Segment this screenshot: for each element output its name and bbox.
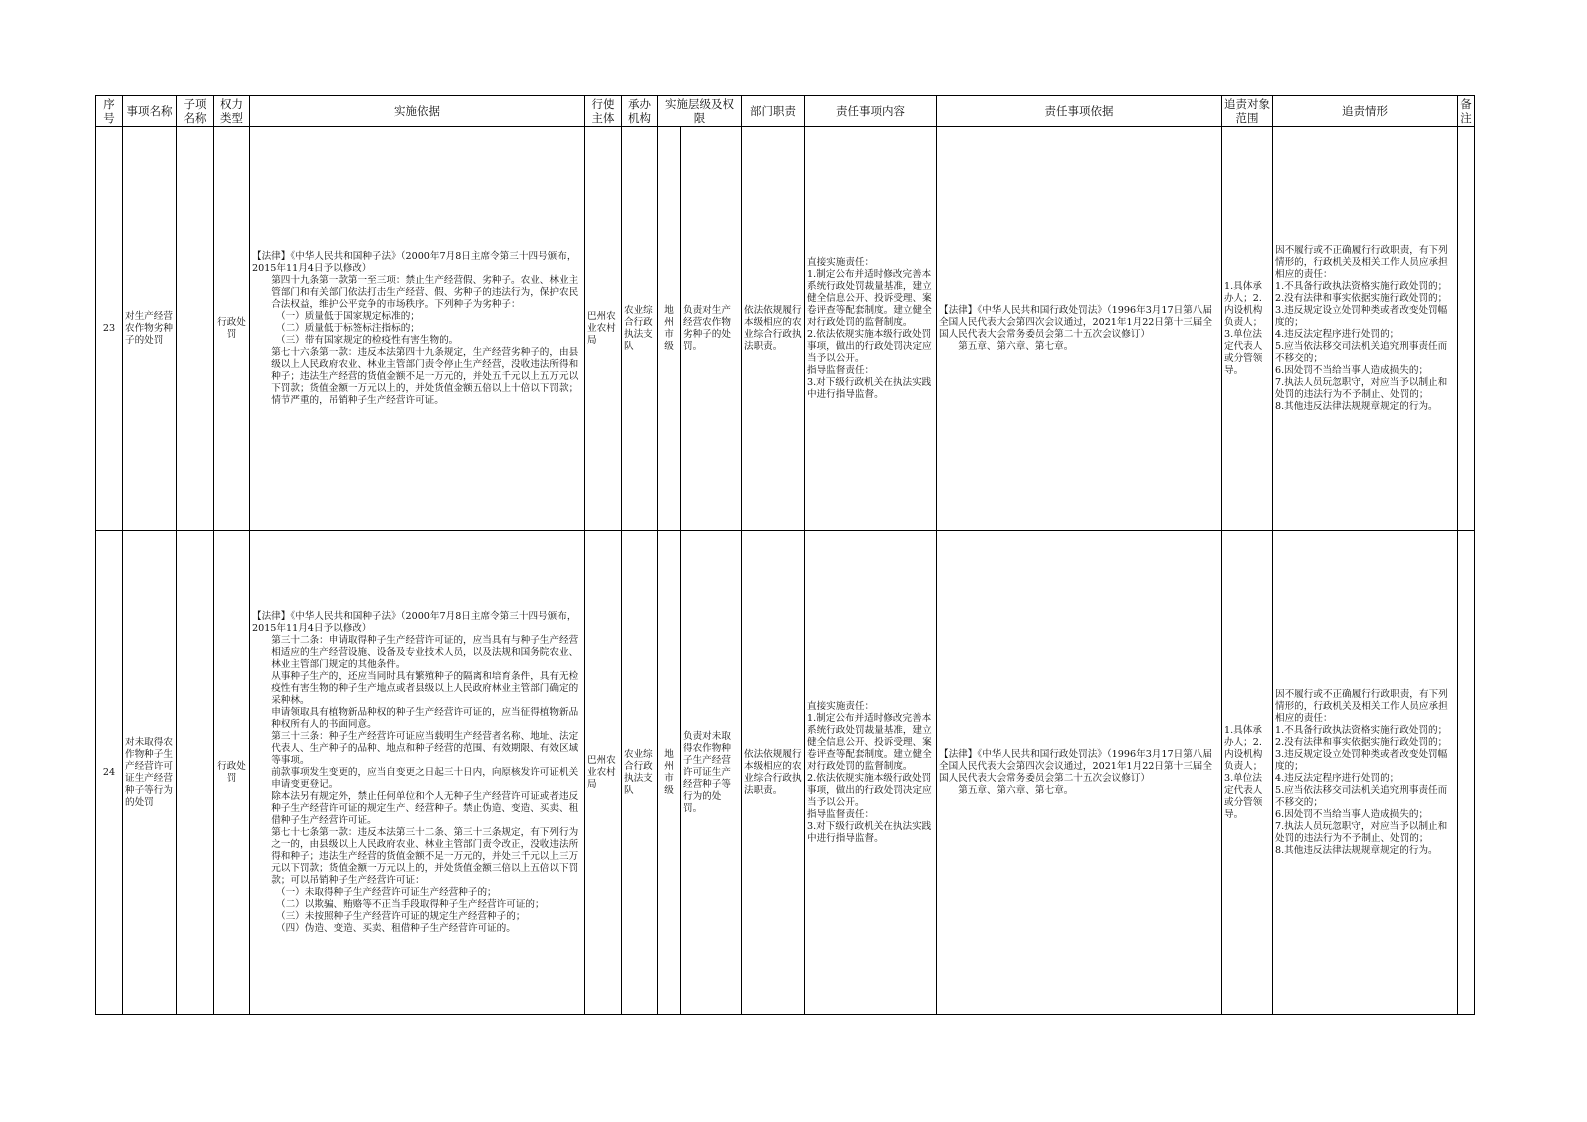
situation-line: 8.其他违反法律法规规章规定的行为。 [1275,400,1438,412]
resp-content-line: 1.制定公布并适时修改完善本系统行政处罚裁量基准，建立健全信息公开、投诉受理、案卷评查等配套制度。建立健全对行政处罚的监督制度。 [807,712,932,772]
basis-paragraph: （一）质量低于国家规定标准的； [276,310,420,322]
basis-paragraph: 第四十九条第一款第一至三项：禁止生产经营假、劣种子。农业、林业主管部门和有关部门依法打击生产经营、假、劣种子的违法行为，保护农民合法权益，维护公平竞争的市场秩序。下列种子为劣种子： [271,274,579,310]
resp-content-line: 2.依法依规实施本级行政处罚事项，做出的行政处罚决定应当予以公开。 [807,772,932,808]
situation-line: 因不履行或不正确履行行政职责，有下列情形的，行政机关及相关工作人员应承担相应的责任： [1275,688,1448,724]
header-row [96,96,1475,127]
cell-item-name: 对生产经营农作物劣种子的处罚 [123,127,177,531]
cell-resp-content [805,531,937,1015]
cell-situation [1273,531,1458,1015]
resp-content-line: 指导监督责任： [807,808,875,820]
header-subject: 行使主体 [585,96,622,127]
resp-basis-paragraph: 第五章、第六章、第七章。 [958,784,1074,796]
situation-line: 1.不具备行政执法资格实施行政处罚的； [1275,280,1448,292]
situation-line: 因不履行或不正确履行行政职责，有下列情形的，行政机关及相关工作人员应承担相应的责任： [1275,244,1448,280]
cell-agency: 农业综合行政执法支队 [622,531,658,1015]
situation-line: 7.执法人员玩忽职守，对应当予以制止和处罚的违法行为不予制止、处罚的； [1275,376,1448,400]
resp-content-line: 直接实施责任： [807,256,875,268]
resp-content-line: 直接实施责任： [807,700,875,712]
situation-line: 4.违反法定程序进行处罚的； [1275,328,1400,340]
basis-paragraph: 【法律】《中华人民共和国种子法》（2000年7月8日主席令第三十四号颁布，2015年11月4日予以修改） [252,250,577,274]
cell-scope: 1.具体承办人；2.内设机构负责人；3.单位法定代表人或分管领导。 [1222,127,1273,531]
header-power-type: 权力类型 [214,96,250,127]
situation-line: 2.没有法律和事实依据实施行政处罚的； [1275,736,1448,748]
situation-line: 6.因处罚不当给当事人造成损失的； [1275,364,1429,376]
situation-line: 8.其他违反法律法规规章规定的行为。 [1275,844,1438,856]
basis-paragraph: 第七十七条第一款：违反本法第三十二条、第三十三条规定，有下列行为之一的，由县级以上人民政府农业、林业主管部门责令改正，没收违法所得和种子；违法生产经营的货值金额不足一万元的，并处三千元以上三万元以下罚款；货值金额一万元以上的，并处货值金额三倍以上五倍以下罚款；可以吊销种子生产经营许可证： [271,826,579,886]
header-resp-basis: 责任事项依据 [937,96,1222,127]
cell-note [1458,127,1475,531]
basis-paragraph: （二）以欺骗、贿赂等不正当手段取得种子生产经营许可证的； [276,898,545,910]
cell-authority: 负责对未取得农作物种子生产经营许可证生产经营种子等行为的处罚。 [681,531,742,1015]
cell-subject: 巴州农业农村局 [585,127,622,531]
cell-sub-name [177,127,214,531]
header-agency: 承办机构 [622,96,658,127]
cell-basis [250,531,585,1015]
basis-paragraph: （四）伪造、变造、买卖、租借种子生产经营许可证的。 [276,922,516,934]
cell-subject: 巴州农业农村局 [585,531,622,1015]
basis-paragraph: （二）质量低于标签标注指标的； [276,322,420,334]
header-basis: 实施依据 [250,96,585,127]
cell-duty: 依法依规履行本级相应的农业综合行政执法职责。 [742,127,805,531]
table-row [96,531,1475,1015]
header-sub-name: 子项名称 [177,96,214,127]
resp-content-line: 3.对下级行政机关在执法实践中进行指导监督。 [807,820,932,844]
cell-basis [250,127,585,531]
resp-content-line: 指导监督责任： [807,364,875,376]
cell-resp-basis [937,531,1222,1015]
basis-paragraph: 第三十三条：种子生产经营许可证应当载明生产经营者名称、地址、法定代表人、生产种子的品种、地点和种子经营的范围、有效期限、有效区域等事项。 [271,730,579,766]
cell-note [1458,531,1475,1015]
cell-item-name: 对未取得农作物种子生产经营许可证生产经营种子等行为的处罚 [123,531,177,1015]
cell-resp-content [805,127,937,531]
cell-power-type: 行政处罚 [214,127,250,531]
situation-line: 1.不具备行政执法资格实施行政处罚的； [1275,724,1448,736]
basis-paragraph: 第七十六条第一款：违反本法第四十九条规定，生产经营劣种子的，由县级以上人民政府农业、林业主管部门责令停止生产经营，没收违法所得和种子；违法生产经营的货值金额不足一万元的，并处五千元以上五万元以下罚款；货值金额一万元以上的，并处货值金额五倍以上十倍以下罚款；情节严重的，吊销种子生产经营许可证。 [271,346,579,406]
cell-seq: 23 [96,127,123,531]
resp-content-line: 1.制定公布并适时修改完善本系统行政处罚裁量基准，建立健全信息公开、投诉受理、案卷评查等配套制度。建立健全对行政处罚的监督制度。 [807,268,932,328]
header-item-name: 事项名称 [123,96,177,127]
basis-paragraph: 申请领取具有植物新品种权的种子生产经营许可证的，应当征得植物新品种权所有人的书面同意。 [271,706,579,730]
basis-paragraph: 除本法另有规定外，禁止任何单位和个人无种子生产经营许可证或者违反种子生产经营许可证的规定生产、经营种子。禁止伪造、变造、买卖、租借种子生产经营许可证。 [271,790,579,826]
situation-line: 7.执法人员玩忽职守，对应当予以制止和处罚的违法行为不予制止、处罚的； [1275,820,1448,844]
basis-paragraph: 从事种子生产的，还应当同时具有繁殖种子的隔离和培育条件，具有无检疫性有害生物的种子生产地点或者县级以上人民政府林业主管部门确定的采种林。 [271,670,579,706]
basis-paragraph: 前款事项发生变更的，应当自变更之日起三十日内，向原核发许可证机关申请变更登记。 [271,766,579,790]
resp-basis-paragraph: 【法律】《中华人民共和国行政处罚法》（1996年3月17日第八届全国人民代表大会第四次会议通过，2021年1月22日第十三届全国人民代表大会常务委员会第二十五次会议修订） [939,748,1212,784]
header-seq: 序号 [96,96,123,127]
table-row [96,127,1475,531]
situation-line: 4.违反法定程序进行处罚的； [1275,772,1400,784]
header-note: 备注 [1458,96,1475,127]
basis-paragraph: （三）未按照种子生产经营许可证的规定生产经营种子的； [276,910,526,922]
resp-content-line: 2.依法依规实施本级行政处罚事项，做出的行政处罚决定应当予以公开。 [807,328,932,364]
header-situation: 追责情形 [1273,96,1458,127]
cell-situation [1273,127,1458,531]
resp-content-line: 3.对下级行政机关在执法实践中进行指导监督。 [807,376,932,400]
basis-paragraph: 【法律】《中华人民共和国种子法》（2000年7月8日主席令第三十四号颁布，2015年11月4日予以修改） [252,610,577,634]
cell-agency: 农业综合行政执法支队 [622,127,658,531]
situation-line: 5.应当依法移交司法机关追究刑事责任而不移交的； [1275,340,1448,364]
resp-basis-paragraph: 第五章、第六章、第七章。 [958,340,1074,352]
power-list-table [95,95,1475,1015]
cell-level: 地州市级 [658,127,681,531]
cell-seq: 24 [96,531,123,1015]
basis-paragraph: （一）未取得种子生产经营许可证生产经营种子的； [276,886,497,898]
cell-scope: 1.具体承办人；2.内设机构负责人；3.单位法定代表人或分管领导。 [1222,531,1273,1015]
cell-sub-name [177,531,214,1015]
cell-power-type: 行政处罚 [214,531,250,1015]
situation-line: 3.违反规定设立处罚种类或者改变处罚幅度的； [1275,304,1448,328]
header-scope: 追责对象范围 [1222,96,1273,127]
situation-line: 3.违反规定设立处罚种类或者改变处罚幅度的； [1275,748,1448,772]
resp-basis-paragraph: 【法律】《中华人民共和国行政处罚法》（1996年3月17日第八届全国人民代表大会第四次会议通过，2021年1月22日第十三届全国人民代表大会常务委员会第二十五次会议修订） [939,304,1212,340]
header-level: 实施层级及权限 [658,96,742,127]
cell-authority: 负责对生产经营农作物劣种子的处罚。 [681,127,742,531]
header-resp-content: 责任事项内容 [805,96,937,127]
situation-line: 6.因处罚不当给当事人造成损失的； [1275,808,1429,820]
cell-duty: 依法依规履行本级相应的农业综合行政执法职责。 [742,531,805,1015]
cell-resp-basis [937,127,1222,531]
situation-line: 5.应当依法移交司法机关追究刑事责任而不移交的； [1275,784,1448,808]
basis-paragraph: （三）带有国家规定的检疫性有害生物的。 [276,334,459,346]
cell-level: 地州市级 [658,531,681,1015]
header-duty: 部门职责 [742,96,805,127]
basis-paragraph: 第三十二条：申请取得种子生产经营许可证的，应当具有与种子生产经营相适应的生产经营设施、设备及专业技术人员，以及法规和国务院农业、林业主管部门规定的其他条件。 [271,634,579,670]
situation-line: 2.没有法律和事实依据实施行政处罚的； [1275,292,1448,304]
